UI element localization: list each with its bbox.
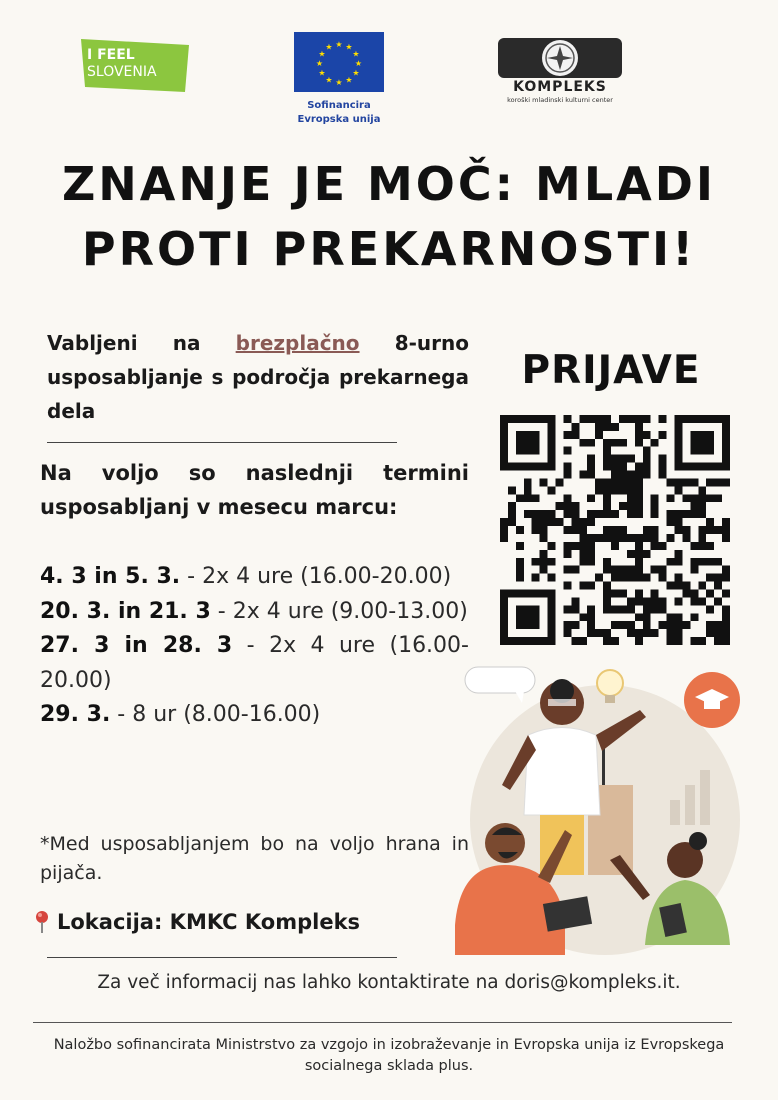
svg-text:★: ★: [345, 42, 353, 52]
divider: [33, 1022, 732, 1023]
ifs-line1: I FEEL: [87, 47, 135, 63]
schedule-item: [40, 560, 469, 595]
svg-text:★: ★: [335, 78, 343, 87]
svg-text:★: ★: [315, 59, 324, 68]
location-pin-icon: [35, 910, 49, 934]
intro-text: [47, 326, 469, 428]
svg-text:★: ★: [318, 49, 326, 59]
intro-part2: 8-urno usposabljanje s področja prekarnega dela: [47, 331, 469, 423]
schedule-item: [40, 629, 469, 698]
i-feel-slovenia-logo: [81, 39, 189, 92]
kompleks-name: KOMPLEKS: [513, 79, 607, 95]
location-label: Lokacija: KMKC Kompleks: [57, 910, 361, 934]
schedule-dates: 29. 3.: [40, 702, 111, 727]
intro-highlight: brezplačno: [235, 331, 360, 355]
schedule-item: [40, 698, 469, 733]
food-note: *Med usposabljanjem bo na voljo hrana in pijača.: [40, 833, 469, 884]
schedule-list: [40, 560, 469, 733]
ifs-line2: SLOVENIA: [87, 64, 157, 80]
location: [35, 906, 465, 938]
svg-text:★: ★: [345, 75, 353, 85]
eu-caption-line2: Evropska unija: [297, 114, 381, 125]
schedule-dates: 27. 3 in 28. 3: [40, 633, 233, 658]
page-title: [20, 152, 758, 282]
schedule-dates: 4. 3 in 5. 3.: [40, 564, 181, 589]
svg-text:★: ★: [354, 59, 363, 68]
svg-text:★: ★: [335, 40, 343, 49]
registration-label: PRIJAVE: [521, 348, 701, 393]
schedule-detail: - 2x 4 ure (9.00-13.00): [210, 598, 468, 624]
svg-text:★: ★: [352, 68, 360, 78]
svg-text:★: ★: [318, 68, 326, 78]
intro-part1: Vabljeni na: [47, 331, 236, 355]
eu-caption: [284, 99, 394, 127]
qr-code[interactable]: [500, 415, 730, 645]
contact-info: Za več informacij nas lahko kontaktirate na doris@kompleks.it.: [97, 972, 681, 993]
schedule-detail: - 2x 4 ure (16.00-20.00): [180, 564, 452, 589]
title-line2: PROTI PREKARNOSTI!: [81, 222, 697, 276]
funding-footer: Naložbo sofinancirata Ministrstvo za vzgojo in izobraževanje in Evropska unija iz Evropskega socialnega sklada plus.: [53, 1037, 725, 1074]
svg-text:★: ★: [352, 49, 360, 59]
kompleks-subtitle: koroški mladinski kulturni center: [507, 96, 613, 104]
svg-text:★: ★: [325, 75, 333, 85]
schedule-item: [40, 595, 469, 630]
title-line1: ZNANJE JE MOČ: MLADI: [61, 157, 717, 211]
graduation-cap-icon: [684, 672, 740, 728]
schedule-dates: 20. 3. in 21. 3: [40, 598, 211, 624]
terms-heading: Na voljo so naslednji termini usposabljanj v mesecu marcu:: [40, 461, 469, 519]
schedule-detail: - 8 ur (8.00-16.00): [110, 702, 321, 727]
divider: [47, 442, 397, 443]
svg-text:★: ★: [325, 42, 333, 52]
eu-caption-line1: Sofinancira: [307, 100, 371, 111]
schedule-detail: - 2x 4 ure (16.00-20.00): [40, 633, 469, 693]
speech-bubble-icon: [465, 667, 535, 703]
eu-flag-logo: [294, 32, 384, 92]
divider: [47, 957, 397, 958]
people-illustration: [440, 655, 750, 955]
